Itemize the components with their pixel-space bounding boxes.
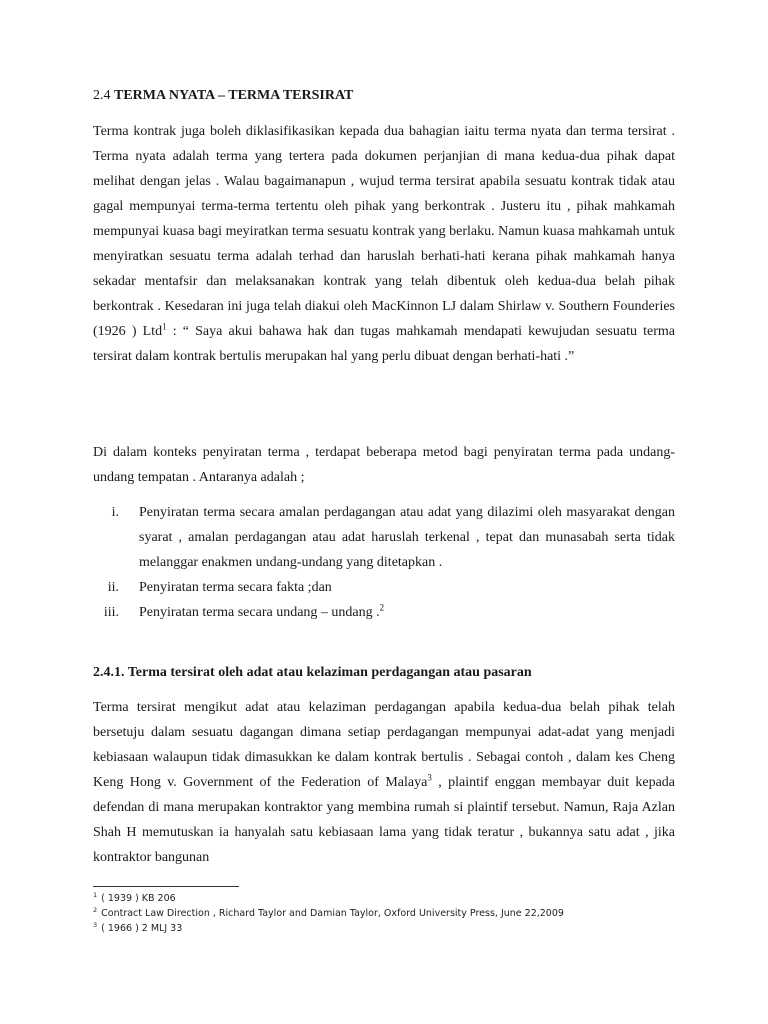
paragraph-text: Terma kontrak juga boleh diklasifikasikan kepada dua bahagian iaitu terma nyata dan terma tersirat . Terma nyata adalah terma yang tertera pada dokumen perjanjian di mana kedua-dua pihak dapat melihat dengan jelas . Walau bagaimanapun , wujud terma tersirat apabila sesuatu kontrak tidak atau gagal mempunyai terma-terma tertentu oleh pihak yang berkontrak . Justeru itu , pihak mahkamah mempunyai kuasa bagi meyiratkan terma sesuatu kontrak yang berlaku. Namun kuasa mahkamah untuk menyiratkan sesuatu terma adalah terhad dan haruslah berhati-hati kerana pihak mahkamah hanya sekadar mentafsir dan melaksanakan kontrak yang telah dibentuk oleh kedua-dua belah pihak berkontrak . Kesedaran ini juga telah diakui oleh MacKinnon LJ dalam Shirlaw v. Southern Founderies (1926 ) Ltd <box>93 124 675 339</box>
footnote-text: Contract Law Direction , Richard Taylor and Damian Taylor, Oxford University Press, June 22,2009 <box>101 908 564 919</box>
section-title: TERMA NYATA – TERMA TERSIRAT <box>114 88 354 103</box>
footnote-number: 1 <box>93 890 98 899</box>
paragraph-custom-trade-usage <box>93 695 675 870</box>
list-item-number: i. <box>111 505 119 520</box>
list-item <box>93 500 675 575</box>
footnote <box>93 921 564 936</box>
list-item <box>93 575 675 600</box>
footnote-number: 3 <box>93 920 98 929</box>
footnote-text: ( 1966 ) 2 MLJ 33 <box>101 923 183 934</box>
footnotes <box>93 891 564 936</box>
list-item <box>93 600 675 625</box>
list-item-text <box>139 575 675 600</box>
paragraph-text-continued: , plaintif enggan membayar duit kepada defendan di mana merupakan kontraktor yang membina rumah si plaintif tersebut. Namun, Raja Azlan Shah H memutuskan ia hanyalah satu kebiasaan lama yang tidak teratur , bukannya satu adat , jika kontraktor bangunan <box>93 775 676 865</box>
footnote <box>93 906 564 921</box>
list-item-text <box>139 600 675 625</box>
footnote-number: 2 <box>93 905 98 914</box>
footnote-ref-3: 3 <box>427 772 432 783</box>
footnote <box>93 891 564 906</box>
paragraph-implication-methods <box>93 440 675 490</box>
footnote-ref-2: 2 <box>379 602 385 613</box>
list-item-text <box>139 500 675 575</box>
list-item-text-content: Penyiratan terma secara undang – undang . <box>139 605 380 620</box>
paragraph-text: Di dalam konteks penyiratan terma , terdapat beberapa metod bagi penyiratan terma pada undang-undang tempatan . Antaranya adalah ; <box>93 445 675 485</box>
list-item-text-content: Penyiratan terma secara fakta ;dan <box>139 580 332 595</box>
paragraph-text: Terma tersirat mengikut adat atau kelaziman perdagangan apabila kedua-dua belah pihak telah bersetuju dalam sesuatu dagangan dimana setiap perdagangan mempunyai adat-adat yang menjadi kebiasaan walaupun tidak dimasukkan ke dalam kontrak bertulis . Sebagai contoh , dalam kes Cheng Keng Hong v. Government of the Federation of Malaya <box>93 700 675 790</box>
list-item-text-content: Penyiratan terma secara amalan perdagangan atau adat yang dilazimi oleh masyarakat dengan syarat , amalan perdagangan atau adat haruslah terkenal , tepat dan munasabah serta tidak melanggar enakmen undang-undang yang ditetapkan . <box>139 505 675 570</box>
subsection-heading: 2.4.1. Terma tersirat oleh adat atau kelaziman perdagangan atau pasaran <box>93 665 532 680</box>
footnote-text: ( 1939 ) KB 206 <box>101 893 176 904</box>
paragraph-text-continued: : “ Saya akui bahawa hak dan tugas mahkamah mendapati kewujudan sesuatu terma tersirat dalam kontrak bertulis merupakan hal yang perlu dibuat dengan berhati-hati .” <box>93 324 675 364</box>
list-item-number: ii. <box>107 580 119 595</box>
paragraph-express-implied-terms <box>93 119 675 369</box>
section-heading <box>93 87 353 105</box>
footnote-ref-1: 1 <box>162 321 167 332</box>
section-number: 2.4 <box>93 88 111 103</box>
list-item-number: iii. <box>103 605 119 620</box>
methods-list <box>93 500 675 625</box>
footnote-divider <box>93 886 239 887</box>
